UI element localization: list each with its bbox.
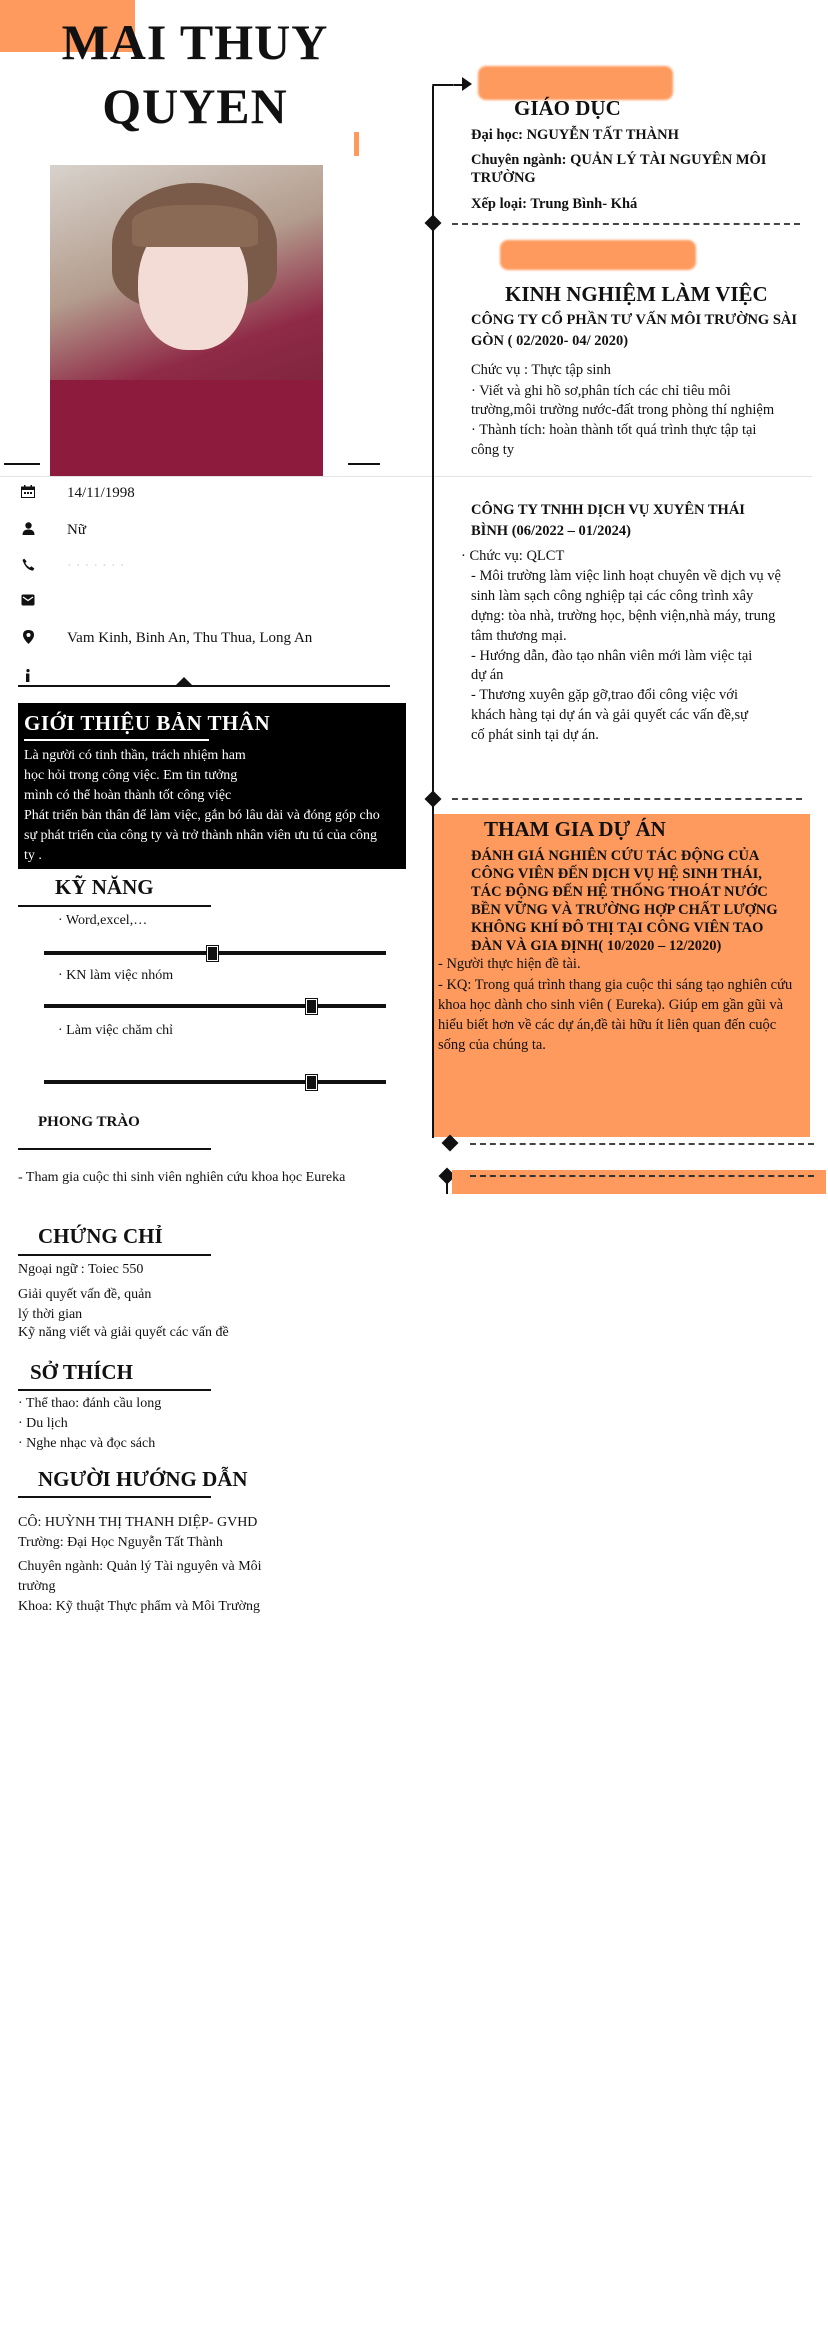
project-heading: ĐÁNH GIÁ NGHIÊN CỨU TÁC ĐỘNG CỦA (471, 848, 760, 864)
certificate-line: lý thời gian (18, 1307, 83, 1322)
intro-line: Phát triển bản thân để làm việc, gắn bó lâu dài và đóng góp cho (24, 808, 380, 823)
education-grade: Xếp loại: Trung Bình- Khá (471, 196, 638, 212)
section-divider (470, 1175, 814, 1177)
photo-right-rule (348, 463, 380, 465)
certificate-line: Kỹ năng viết và giải quyết các vấn đề (18, 1325, 229, 1340)
name-line-1: MAI THUY (61, 14, 329, 70)
skill-bar (44, 1004, 386, 1008)
section-divider (452, 223, 800, 225)
mentor-line: Chuyên ngành: Quản lý Tài nguyên và Môi (18, 1559, 262, 1574)
mentor-line: Khoa: Kỹ thuật Thực phẩm và Môi Trường (18, 1599, 261, 1614)
job-line: · Thành tích: hoàn thành tốt quá trình thực tập tại (471, 422, 757, 438)
intro-line: sự phát triển của công ty và trở thành nhân viên ưu tú của công (24, 828, 378, 843)
job-line: - Môi trường làm việc linh hoạt chuyên về dịch vụ vệ (471, 568, 781, 584)
project-heading: BỀN VỮNG VÀ TRƯỜNG HỢP CHẤT LƯỢNG (471, 902, 778, 918)
project-box (434, 814, 810, 1137)
job-line: tâm thương mại. (471, 628, 567, 644)
gender-text: Nữ (67, 522, 86, 538)
calendar-icon (18, 485, 38, 502)
user-icon (18, 522, 38, 539)
intro-line: ty . (24, 848, 42, 863)
profile-photo (50, 165, 323, 476)
mentor-underline (18, 1496, 211, 1498)
experience-title-bg (500, 240, 696, 270)
mentor-line: CÔ: HUỲNH THỊ THANH DIỆP- GVHD (18, 1515, 258, 1530)
contact-gender (18, 520, 398, 544)
hobby-line: · Du lịch (18, 1416, 68, 1431)
project-line: sống của chúng ta. (438, 1037, 546, 1053)
contact-email (18, 592, 398, 616)
mentor-line: Trường: Đại Học Nguyễn Tất Thành (18, 1535, 223, 1550)
timeline-hook (432, 84, 454, 86)
info-icon (18, 669, 38, 686)
intro-underline (24, 739, 209, 741)
hobbies-underline (18, 1389, 211, 1391)
project-title: THAM GIA DỰ ÁN (484, 817, 666, 841)
movement-item: - Tham gia cuộc thi sinh viên nghiên cứu khoa học Eureka (18, 1170, 346, 1185)
section-divider (470, 1143, 814, 1145)
email-icon (18, 594, 38, 610)
timeline-node (442, 1135, 459, 1152)
timeline-arrow-shaft (454, 84, 464, 86)
location-icon (18, 630, 38, 648)
job-line: công ty (471, 442, 515, 458)
skill-label: · Làm việc chăm chỉ (58, 1023, 174, 1038)
timeline-stub (446, 1176, 448, 1194)
job-company: CÔNG TY TNHH DỊCH VỤ XUYÊN THÁI (471, 502, 745, 518)
job-line: - Thương xuyên gặp gỡ,trao đổi công việc với (471, 687, 738, 703)
address-text: Vam Kinh, Binh An, Thu Thua, Long An (67, 630, 313, 646)
photo-left-rule (4, 463, 40, 465)
skill-label: · Word,excel,… (58, 913, 148, 928)
intro-box (18, 703, 406, 869)
intro-line: mình có thể hoàn thành tốt công việc (24, 788, 232, 803)
skill-level-knob (306, 1075, 317, 1090)
mentor-line: trường (18, 1579, 56, 1594)
hobby-line: · Thể thao: đánh cầu long (18, 1396, 162, 1411)
job-company-cont: GÒN ( 02/2020- 04/ 2020) (471, 333, 629, 349)
job-company: CÔNG TY CỔ PHẦN TƯ VẤN MÔI TRƯỜNG SÀI (471, 312, 798, 328)
contact-phone (18, 556, 398, 580)
project-heading: ĐÀN VÀ GIA ĐỊNH( 10/2020 – 12/2020) (471, 938, 722, 954)
skill-label: · KN làm việc nhóm (58, 968, 174, 983)
name-line-2: QUYEN (102, 78, 288, 134)
hobby-line: · Nghe nhạc và đọc sách (18, 1436, 156, 1451)
job-line: cố phát sinh tại dự án. (471, 727, 599, 743)
pointer-triangle (176, 677, 192, 685)
project-line: - Người thực hiện đề tài. (438, 956, 581, 972)
intro-line: học hỏi trong công việc. Em tin tưởng (24, 768, 238, 783)
certificate-line: Ngoại ngữ : Toiec 550 (18, 1262, 144, 1277)
skills-underline (18, 905, 211, 907)
movement-underline (18, 1148, 211, 1150)
education-major: Chuyên ngành: QUẢN LÝ TÀI NGUYÊN MÔI (471, 152, 767, 168)
job-line: khách hàng tại dự án và gải quyết các vấn đề,sự (471, 707, 749, 723)
job-line: - Hướng dẫn, đào tạo nhân viên mới làm việc tại (471, 648, 753, 664)
skills-title: KỸ NĂNG (55, 875, 154, 899)
contact-info (18, 667, 398, 691)
job-company-cont: BÌNH (06/2022 – 01/2024) (471, 523, 631, 539)
skill-bar (44, 1080, 386, 1084)
phone-text: · · · · · · · (67, 558, 125, 574)
job-line: dựng: tòa nhà, trường học, bệnh viện,nhà máy, trung (471, 608, 776, 624)
header-divider (0, 476, 812, 477)
photo-shirt (50, 380, 323, 476)
accent-tick (354, 132, 359, 156)
job-line: sinh làm sạch công nghiệp tại các công trình xây (471, 588, 754, 604)
skill-level-knob (306, 999, 317, 1014)
contact-birthday (18, 483, 398, 507)
skill-level-knob (207, 946, 218, 961)
phone-icon (18, 558, 38, 575)
intro-line: Là người có tinh thần, trách nhiệm ham (24, 748, 246, 763)
project-line: hiểu biết hơn về các dự án,đề tài hữu ít liên quan đến cuộc (438, 1017, 777, 1033)
education-title-bg (478, 66, 673, 100)
movement-title: PHONG TRÀO (38, 1114, 140, 1130)
certificates-title: CHỨNG CHỈ (38, 1224, 163, 1248)
certificates-underline (18, 1254, 211, 1256)
candidate-name (40, 10, 350, 138)
bottom-accent-bar (452, 1170, 826, 1194)
job-line: · Viết và ghi hồ sơ,phân tích các chỉ tiêu môi (471, 383, 731, 399)
intro-title: GIỚI THIỆU BẢN THÂN (24, 711, 271, 735)
job-line: dự án (471, 667, 504, 683)
hobbies-title: SỞ THÍCH (30, 1360, 133, 1384)
education-title: GIÁO DỤC (514, 96, 621, 120)
section-divider (452, 798, 802, 800)
project-heading: CÔNG VIÊN ĐẾN DỊCH VỤ HỆ SINH THÁI, (471, 866, 762, 882)
photo-fringe (132, 205, 258, 247)
project-heading: KHÔNG KHÍ ĐÔ THỊ TẠI CÔNG VIÊN TAO (471, 920, 764, 936)
mentor-title: NGƯỜI HƯỚNG DẪN (38, 1467, 248, 1491)
education-major-cont: TRƯỜNG (471, 170, 536, 186)
project-heading: TÁC ĐỘNG ĐẾN HỆ THỐNG THOÁT NƯỚC (471, 884, 768, 900)
education-school: Đại học: NGUYỄN TẤT THÀNH (471, 127, 679, 143)
birthday-text: 14/11/1998 (67, 485, 135, 501)
certificate-line: Giải quyết vấn đề, quản (18, 1287, 152, 1302)
job-line: Chức vụ : Thực tập sinh (471, 362, 611, 378)
job-line: · Chức vụ: QLCT (461, 548, 565, 564)
contact-address (18, 628, 398, 652)
timeline-node (425, 215, 442, 232)
experience-title: KINH NGHIỆM LÀM VIỆC (505, 282, 768, 306)
project-line: khoa học dành cho sinh viên ( Eureka). Giúp em gần gũi và (438, 997, 784, 1013)
job-line: trường,môi trường nước-đất trong phòng thí nghiệm (471, 402, 775, 418)
project-line: - KQ: Trong quá trình thang gia cuộc thi sáng tạo nghiên cứu (438, 977, 793, 993)
timeline-node (425, 791, 442, 808)
contact-bottom-rule (18, 685, 390, 687)
